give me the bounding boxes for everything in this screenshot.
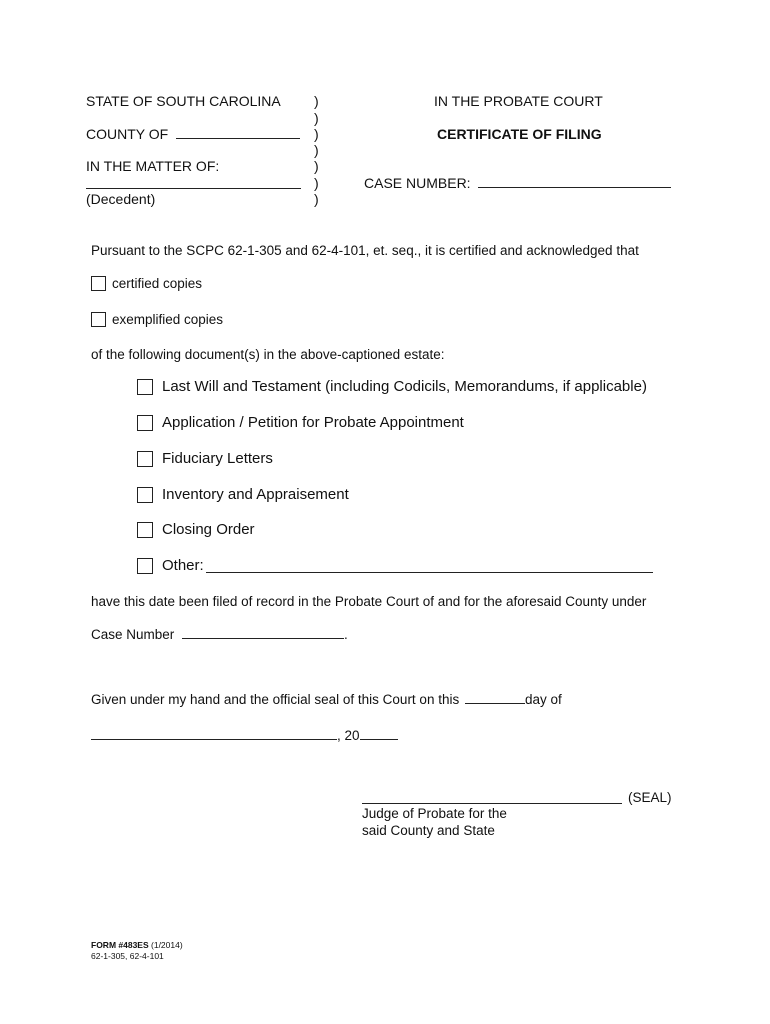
caption-paren: ) (314, 110, 319, 126)
day-field[interactable] (465, 691, 525, 704)
fiduciary-letters-label: Fiduciary Letters (162, 450, 273, 467)
other-label: Other: (162, 557, 204, 574)
year-field[interactable] (360, 727, 398, 740)
intro-text: Pursuant to the SCPC 62-1-305 and 62-4-101, et. seq., it is certified and acknowledged that (91, 243, 639, 258)
filed-text: have this date been filed of record in the Probate Court of and for the aforesaid County under (91, 594, 647, 609)
county-label: COUNTY OF (86, 126, 300, 142)
exemplified-copies-checkbox[interactable] (91, 312, 106, 327)
fiduciary-letters-checkbox[interactable] (137, 451, 153, 467)
other-checkbox[interactable] (137, 558, 153, 574)
certified-copies-label: certified copies (112, 276, 203, 291)
application-label: Application / Petition for Probate Appointment (162, 414, 464, 431)
case-number-body-field[interactable] (182, 626, 344, 639)
exemplified-copies-label: exemplified copies (112, 312, 224, 327)
case-number-field[interactable] (478, 175, 671, 188)
other-field[interactable] (206, 572, 653, 573)
caption-paren: ) (314, 142, 319, 158)
following-text: of the following document(s) in the above-captioned estate: (91, 347, 445, 362)
caption-paren: ) (314, 158, 319, 174)
case-number-header: CASE NUMBER: (364, 175, 671, 191)
inventory-checkbox[interactable] (137, 487, 153, 503)
inventory-label: Inventory and Appraisement (162, 486, 349, 503)
judge-title-line1: Judge of Probate for the (362, 806, 507, 821)
case-number-line: Case Number . (91, 627, 348, 642)
form-statutes: 62-1-305, 62-4-101 (91, 951, 164, 961)
matter-label: IN THE MATTER OF: (86, 158, 220, 174)
caption-paren: ) (314, 126, 319, 142)
caption-paren: ) (314, 191, 319, 207)
closing-order-checkbox[interactable] (137, 522, 153, 538)
decedent-name-field[interactable] (86, 188, 301, 189)
will-label: Last Will and Testament (including Codicils, Memorandums, if applicable) (162, 378, 647, 395)
closing-order-label: Closing Order (162, 521, 255, 538)
certified-copies-checkbox[interactable] (91, 276, 106, 291)
will-checkbox[interactable] (137, 379, 153, 395)
court-label: IN THE PROBATE COURT (434, 93, 603, 109)
application-checkbox[interactable] (137, 415, 153, 431)
form-number: FORM #483ES (1/2014) (91, 940, 183, 950)
county-field[interactable] (176, 126, 300, 139)
caption-paren: ) (314, 175, 319, 191)
seal-label: (SEAL) (628, 790, 672, 805)
judge-signature-line[interactable] (362, 803, 622, 804)
judge-title-line2: said County and State (362, 823, 495, 838)
state-label: STATE OF SOUTH CAROLINA (86, 93, 281, 109)
month-field[interactable] (91, 727, 337, 740)
date-line: , 20 (91, 727, 398, 743)
given-text: Given under my hand and the official seal of this Court on this day of (91, 692, 562, 707)
caption-paren: ) (314, 93, 319, 109)
page-title: CERTIFICATE OF FILING (437, 126, 602, 142)
decedent-label: (Decedent) (86, 191, 156, 207)
